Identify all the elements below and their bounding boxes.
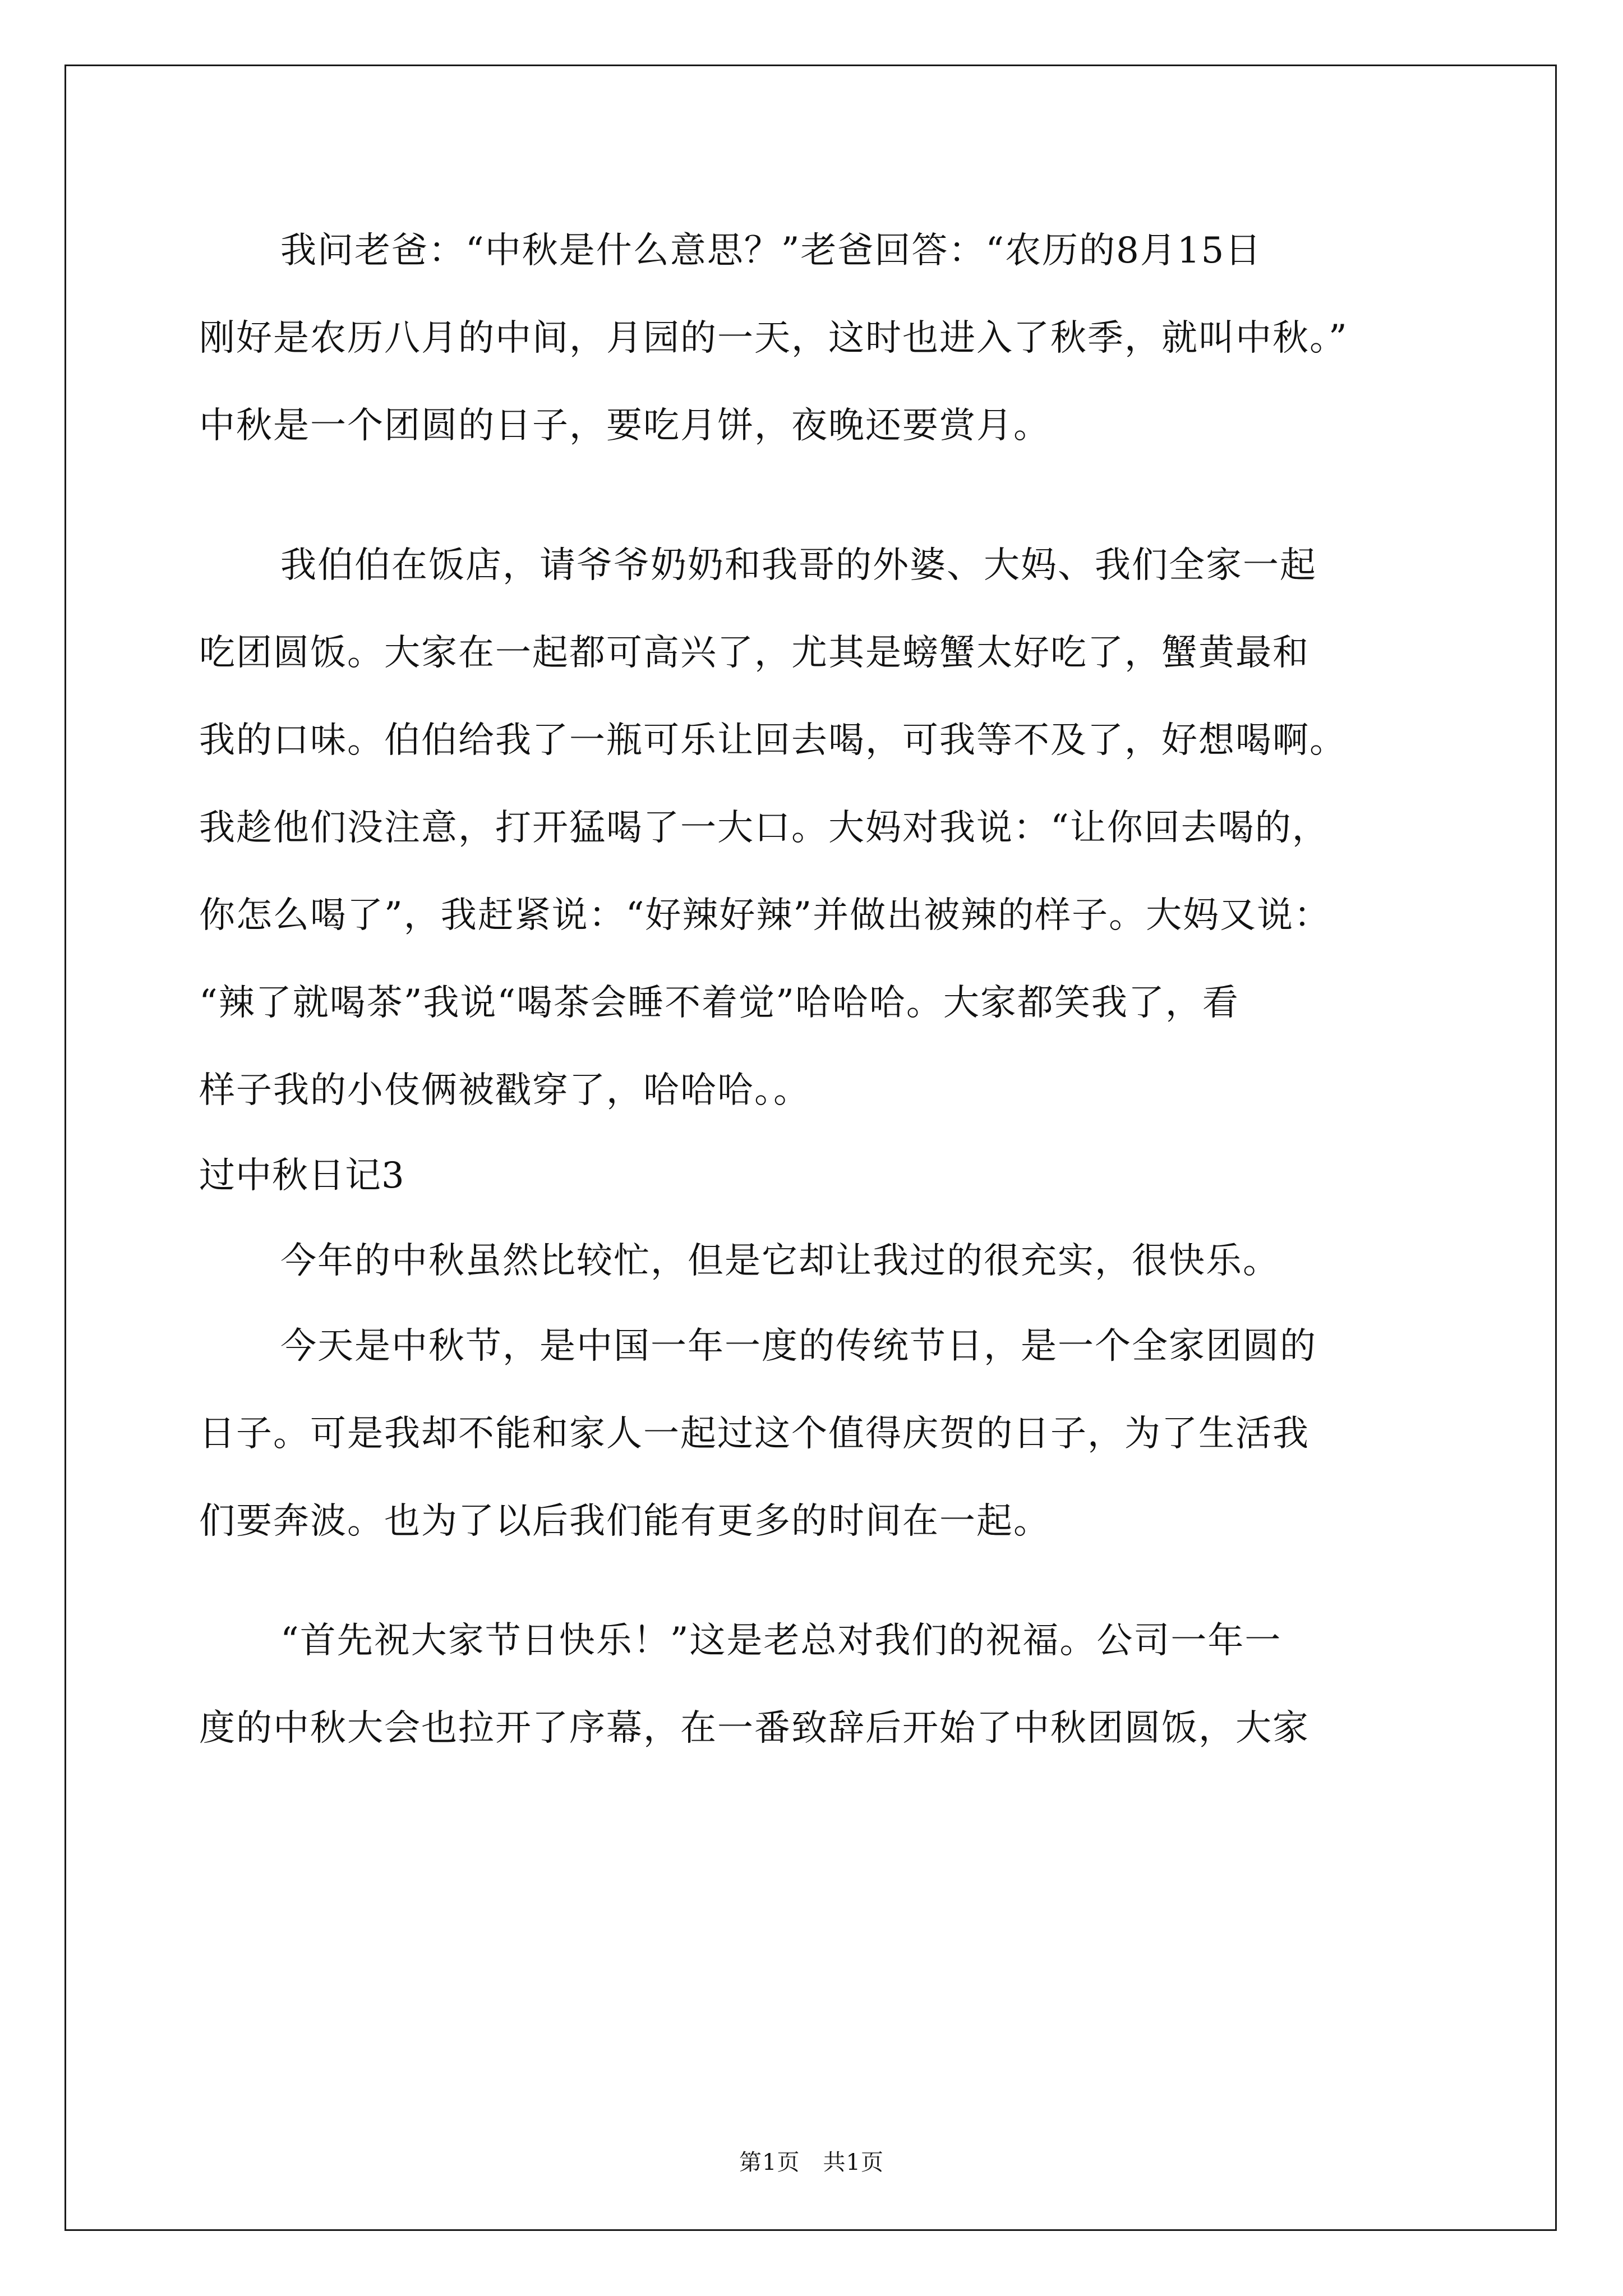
paragraph-line: 我的口味。伯伯给我了一瓶可乐让回去喝，可我等不及了，好想喝啊。 — [199, 720, 1347, 761]
paragraph-line: “首先祝大家节日快乐！”这是老总对我们的祝福。公司一年一 — [280, 1620, 1282, 1662]
page-number-footer: 第1页 共1页 — [739, 2150, 884, 2175]
paragraph-line: 我趁他们没注意，打开猛喝了一大口。大妈对我说：“让你回去喝的， — [199, 807, 1329, 849]
paragraph-line: 你怎么喝了”，我赶紧说：“好辣好辣”并做出被辣的样子。大妈又说： — [199, 895, 1331, 936]
paragraph-line: 度的中秋大会也拉开了序幕，在一番致辞后开始了中秋团圆饭，大家 — [199, 1708, 1310, 1749]
section-heading: 过中秋日记3 — [199, 1155, 405, 1197]
paragraph-line: 今年的中秋虽然比较忙，但是它却让我过的很充实，很快乐。 — [280, 1240, 1280, 1282]
paragraph-line: 吃团圆饭。大家在一起都可高兴了，尤其是螃蟹太好吃了，蟹黄最和 — [199, 632, 1310, 674]
paragraph-line: 日子。可是我却不能和家人一起过这个值得庆贺的日子，为了生活我 — [199, 1413, 1310, 1455]
paragraph-line: 样子我的小伎俩被戳穿了，哈哈哈。。 — [199, 1070, 810, 1111]
paragraph-line: 中秋是一个团圆的日子，要吃月饼，夜晚还要赏月。 — [199, 405, 1050, 447]
paragraph-line: 刚好是农历八月的中间，月园的一天，这时也进入了秋季，就叫中秋。” — [199, 318, 1348, 359]
paragraph-line: 今天是中秋节，是中国一年一度的传统节日，是一个全家团圆的 — [280, 1326, 1317, 1367]
paragraph-line: “辣了就喝茶”我说“喝茶会睡不着觉”哈哈哈。大家都笑我了，看 — [199, 982, 1239, 1024]
paragraph-line: 我问老爸：“中秋是什么意思？”老爸回答：“农历的8月15日 — [280, 230, 1262, 272]
page-border — [64, 65, 1557, 2231]
paragraph-line: 我伯伯在饭店，请爷爷奶奶和我哥的外婆、大妈、我们全家一起 — [280, 545, 1317, 586]
paragraph-line: 们要奔波。也为了以后我们能有更多的时间在一起。 — [199, 1501, 1050, 1542]
